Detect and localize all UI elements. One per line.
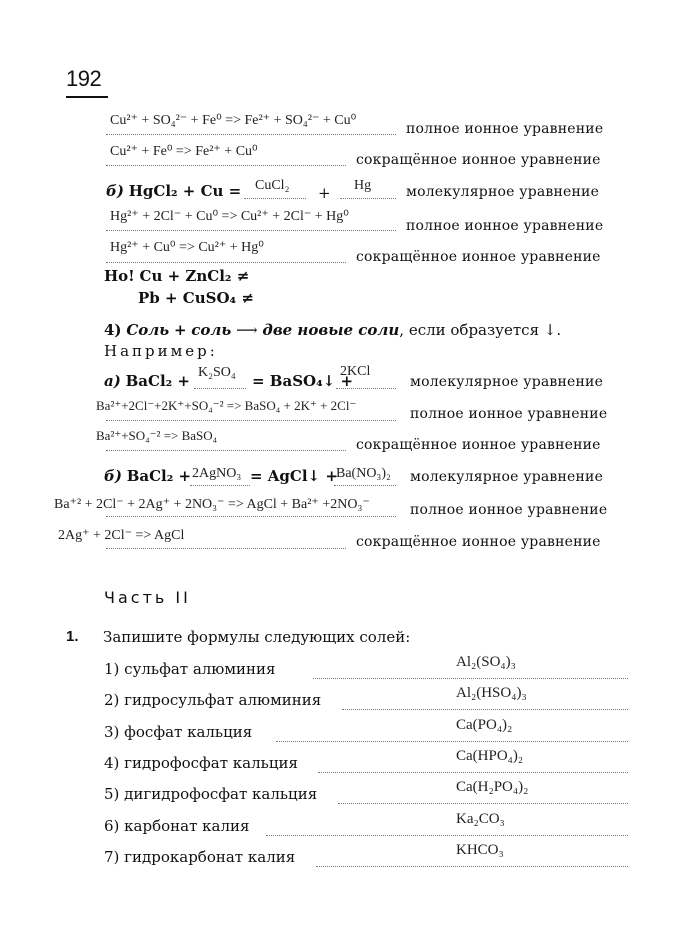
salt-item-label: 7) гидрокарбонат калия: [104, 847, 296, 866]
salt-formula-answer[interactable]: Ca(PO₄)₂: [456, 716, 513, 733]
example-a-blank-1-answer[interactable]: K₂SO₄: [198, 365, 236, 380]
salt-formula-answer[interactable]: Al₂(SO₄)₃: [456, 654, 516, 670]
molecular-label: молекулярное уравнение: [410, 374, 604, 390]
short-ionic-equation-b-answer[interactable]: Hg²⁺ + Cu⁰ => Cu²⁺ + Hg⁰: [110, 240, 264, 255]
answer-line: [194, 388, 246, 389]
answer-line: [313, 678, 628, 679]
equation-reactants: HgCl₂ + Cu =: [128, 182, 242, 200]
item-prefix: б): [106, 182, 124, 200]
answer-line: [106, 548, 346, 549]
example-b-full-ionic-answer[interactable]: Ba⁺² + 2Cl⁻ + 2Ag⁺ + 2NO₃⁻ => AgCl + Ba²⁺ +2NO₃⁻: [54, 497, 370, 512]
answer-line: [106, 262, 346, 263]
rule-salt-2: соль: [191, 321, 232, 339]
note-reaction-2: Pb + CuSO₄ ≠: [138, 289, 254, 307]
example-b-reactant: BaCl₂ +: [126, 467, 192, 485]
example-b-blank-2-answer[interactable]: Ba(NO₃)₂: [336, 466, 391, 481]
answer-line: [106, 516, 396, 517]
product-1-answer[interactable]: CuCl₂: [255, 178, 290, 193]
full-ionic-label: полное ионное уравнение: [410, 502, 608, 518]
example-b-short-ionic-answer[interactable]: 2Ag⁺ + 2Cl⁻ => AgCl: [58, 528, 185, 543]
rule-result: две новые соли: [262, 321, 400, 339]
answer-line: [106, 165, 346, 166]
example-a-blank-2-answer[interactable]: 2KCl: [340, 364, 371, 379]
full-ionic-label: полное ионное уравнение: [406, 121, 604, 137]
answer-line: [106, 134, 396, 135]
example-a-equals-product: = BaSO₄↓ +: [252, 372, 354, 390]
salt-item-label: 1) сульфат алюминия: [104, 660, 276, 678]
item-prefix: б): [104, 467, 122, 485]
salt-formula-answer[interactable]: KHCO₃: [456, 841, 504, 858]
answer-line: [190, 485, 250, 486]
example-b-equals-product: = AgCl↓ +: [250, 467, 338, 485]
molecular-label: молекулярное уравнение: [406, 184, 600, 200]
answer-line: [244, 198, 306, 199]
product-2-answer[interactable]: Hg: [354, 178, 372, 193]
rule-plus: +: [173, 321, 187, 339]
equation-b-molecular: [106, 182, 241, 200]
example-a-molecular: [104, 372, 190, 390]
answer-line: [276, 741, 628, 742]
salt-item-label: 4) гидрофосфат кальция: [104, 753, 298, 772]
example-b-molecular: [104, 467, 191, 485]
full-ionic-equation-b-answer[interactable]: Hg²⁺ + 2Cl⁻ + Cu⁰ => Cu²⁺ + 2Cl⁻ + Hg⁰: [110, 209, 349, 224]
page-number-underline: [66, 96, 108, 98]
arrow-icon: ⟶: [236, 321, 258, 339]
rule-number: 4): [104, 321, 122, 339]
example-a-short-ionic-answer[interactable]: Ba²⁺+SO₄⁻² => BaSO₄: [96, 428, 218, 443]
rule-4: [104, 321, 561, 339]
molecular-label: молекулярное уравнение: [410, 469, 604, 485]
answer-line: [342, 709, 628, 710]
full-ionic-equation-a-answer[interactable]: Cu²⁺ + SO₄²⁻ + Fe⁰ => Fe²⁺ + SO₄²⁻ + Cu⁰: [110, 113, 357, 128]
part-2-title: Часть II: [104, 588, 191, 607]
salt-item-label: 2) гидросульфат алюминия: [104, 691, 322, 710]
answer-line: [318, 772, 628, 773]
answer-line: [106, 420, 396, 421]
answer-line: [106, 450, 346, 451]
salt-item-label: 3) фосфат кальция: [104, 722, 253, 741]
example-b-blank-1-answer[interactable]: 2AgNO₃: [192, 466, 242, 481]
full-ionic-label: полное ионное уравнение: [410, 406, 608, 422]
example-a-full-ionic-answer[interactable]: Ba²⁺+2Cl⁻+2K⁺+SO₄⁻² => BaSO₄ + 2K⁺ + 2Cl⁻: [96, 398, 357, 413]
item-prefix: а): [104, 372, 121, 390]
example-a-reactant: BaCl₂ +: [125, 372, 191, 390]
salt-formula-answer[interactable]: Ca(HPO₄)₂: [456, 747, 524, 764]
task-text: Запишите формулы следующих солей:: [103, 628, 411, 646]
rule-salt-1: Соль: [126, 321, 170, 339]
salt-formula-answer[interactable]: Al₂(HSO₄)₃: [456, 685, 527, 702]
plus-sign: +: [318, 184, 331, 202]
full-ionic-label: полное ионное уравнение: [406, 218, 604, 234]
note-prefix: Но!: [104, 267, 135, 285]
answer-line: [334, 485, 396, 486]
answer-line: [336, 388, 396, 389]
short-ionic-equation-a-answer[interactable]: Cu²⁺ + Fe⁰ => Fe²⁺ + Cu⁰: [110, 144, 258, 159]
answer-line: [266, 835, 628, 836]
short-ionic-label: сокращённое ионное уравнение: [356, 534, 601, 550]
example-intro: Например:: [104, 342, 218, 360]
note-line-1: [104, 267, 249, 285]
page-number: 192: [66, 66, 102, 91]
short-ionic-label: сокращённое ионное уравнение: [356, 437, 601, 453]
salt-item-label: 5) дигидрофосфат кальция: [104, 785, 318, 804]
note-reaction-1: Cu + ZnCl₂ ≠: [139, 267, 250, 285]
answer-line: [106, 230, 396, 231]
salt-formula-answer[interactable]: Ca(H₂PO₄)₂: [456, 779, 529, 796]
answer-line: [316, 866, 628, 867]
task-number: 1.: [66, 628, 79, 645]
short-ionic-label: сокращённое ионное уравнение: [356, 249, 601, 265]
salt-item-label: 6) карбонат калия: [104, 816, 250, 835]
rule-condition: , если образуется ↓.: [399, 321, 562, 339]
salt-formula-answer[interactable]: Ka₂CO₃: [456, 810, 505, 827]
answer-line: [340, 198, 396, 199]
answer-line: [338, 803, 628, 804]
short-ionic-label: сокращённое ионное уравнение: [356, 152, 601, 168]
